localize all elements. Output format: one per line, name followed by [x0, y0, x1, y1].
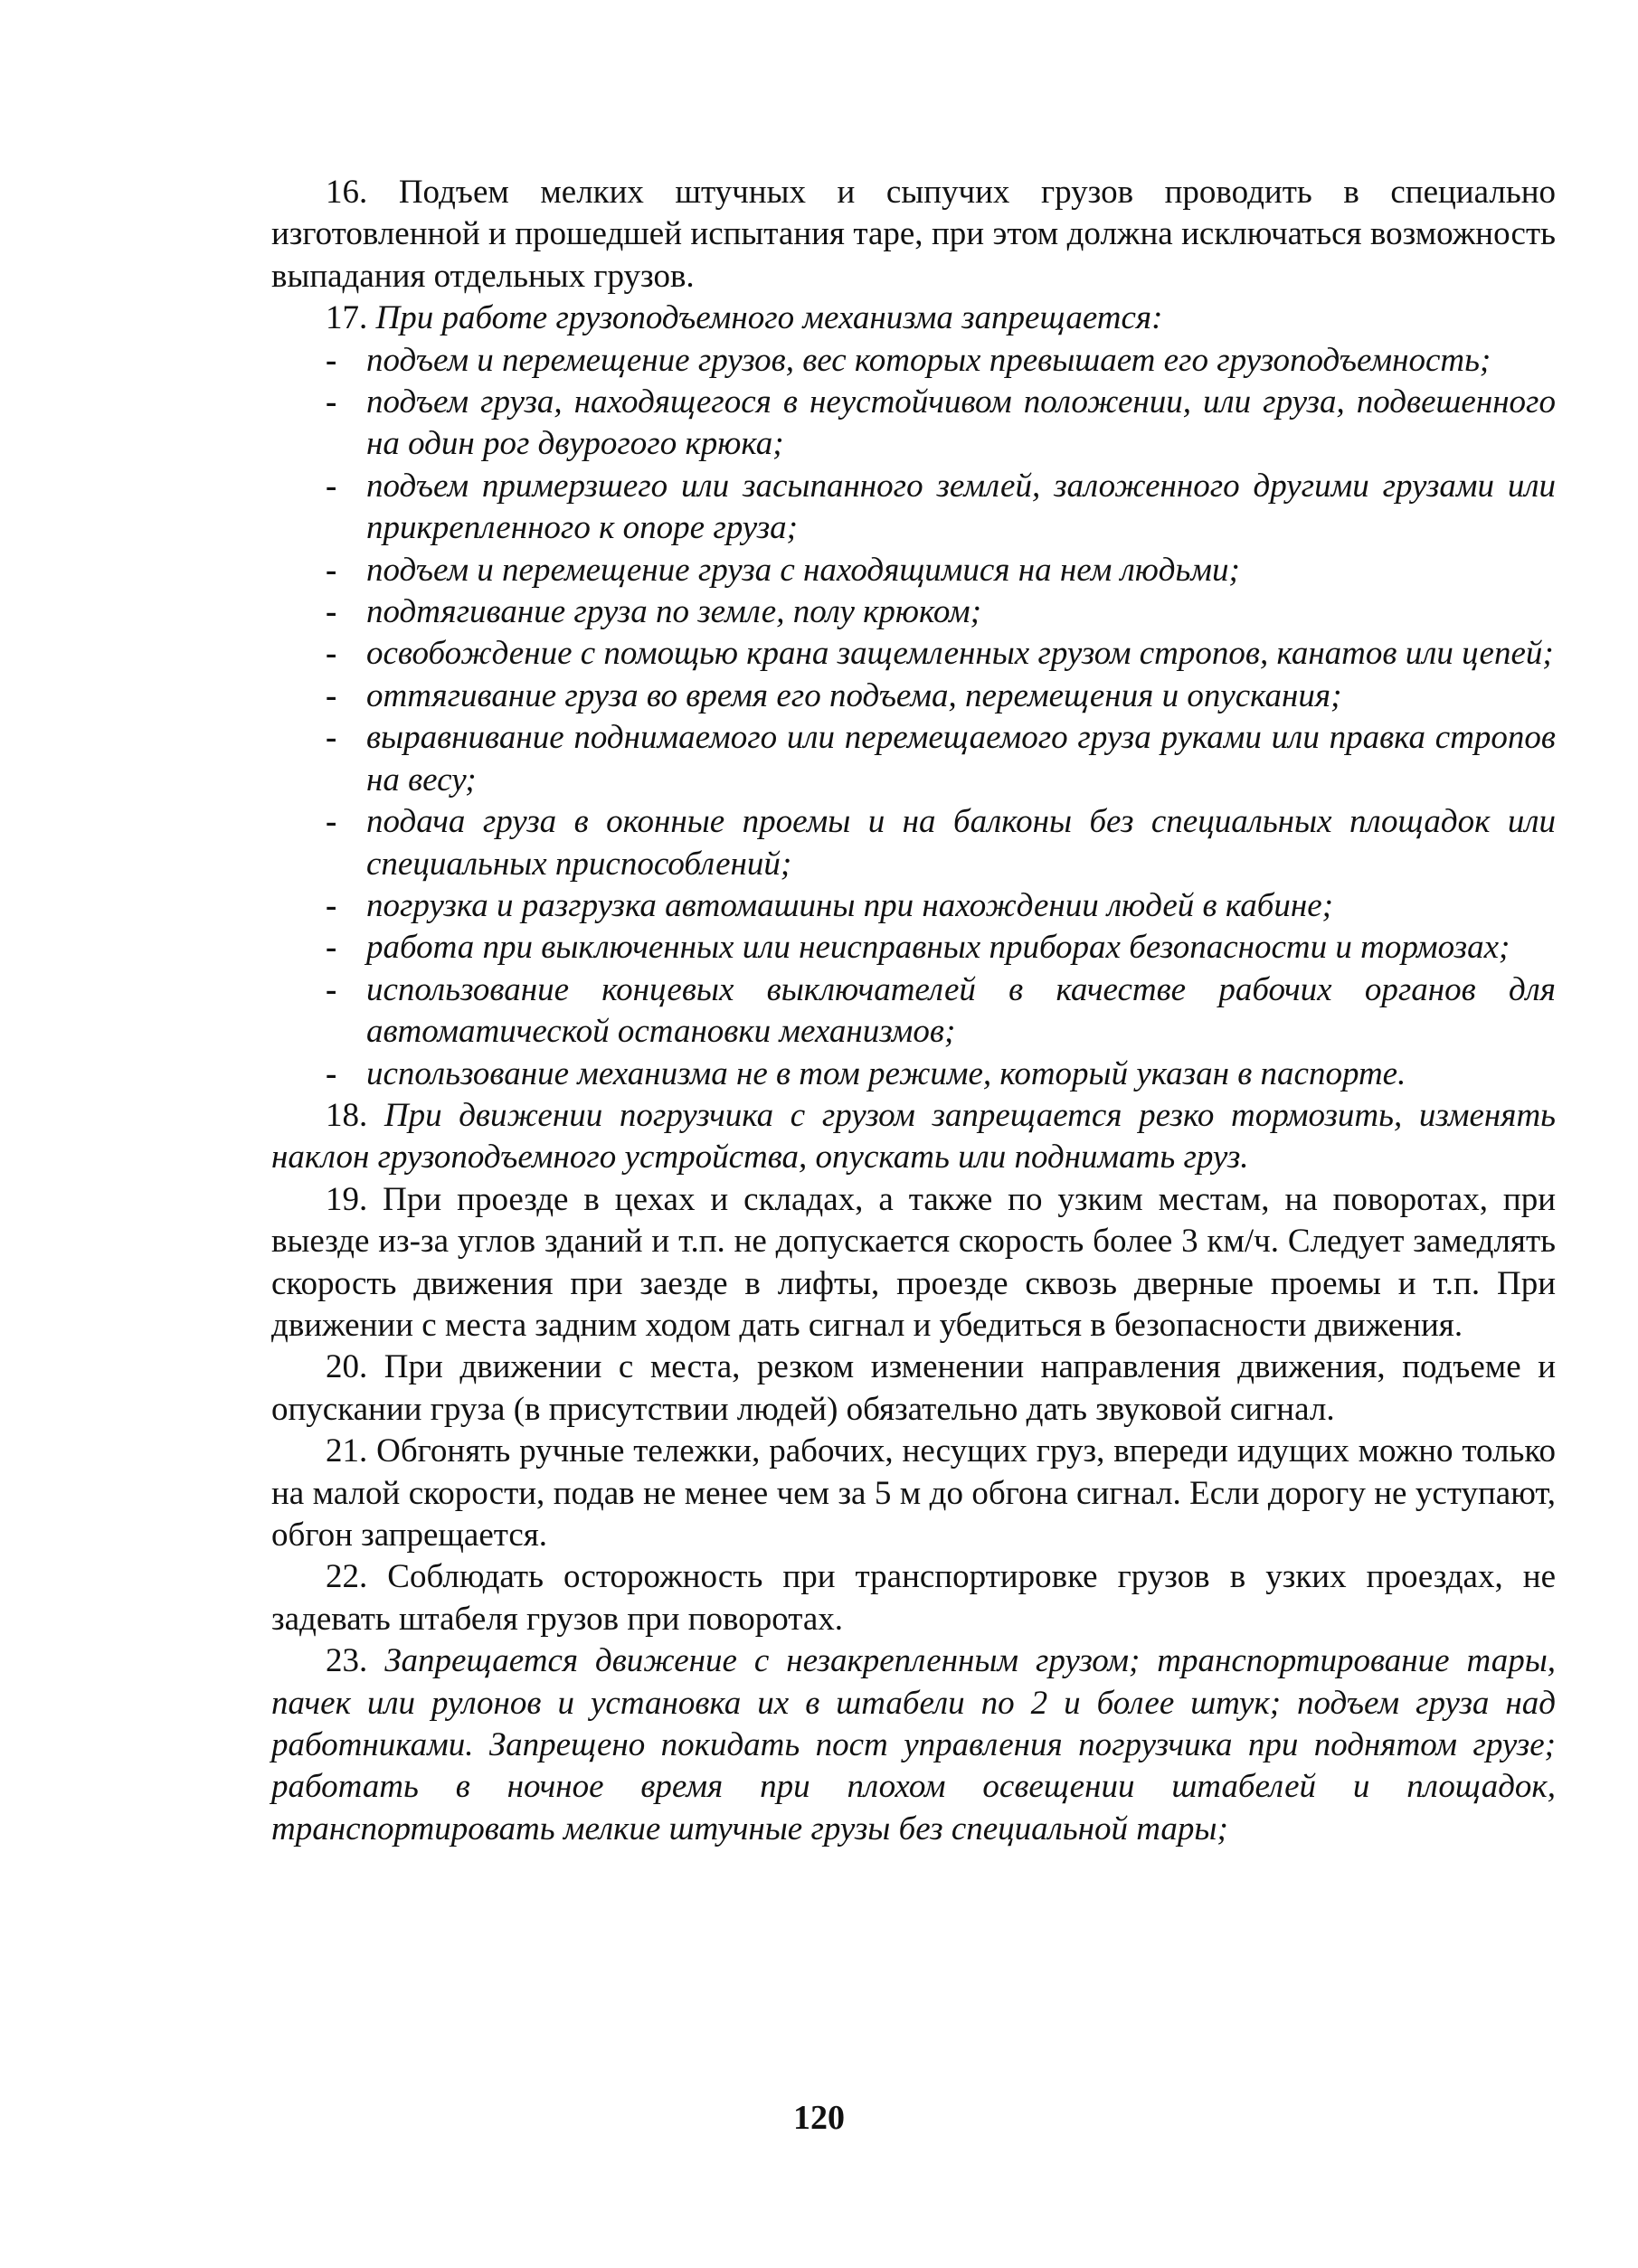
list-item — [326, 676, 1556, 717]
list-item-text: использование механизма не в том режиме, который указан в паспорте. — [366, 1054, 1406, 1092]
list-item — [326, 885, 1556, 927]
bullet-dash: - — [326, 719, 337, 757]
paragraph-number: 17. — [326, 299, 368, 337]
list-item-text: подъем и перемещение груза с находящимися на нем людьми; — [366, 551, 1240, 589]
bullet-dash: - — [326, 593, 337, 631]
list-item-text: работа при выключенных или неисправных приборах безопасности и тормозах; — [366, 929, 1510, 967]
prohibitions-list — [271, 340, 1556, 1095]
list-item-text: подъем груза, находящегося в неустойчивом положении, или груза, подвешенного на один рог двурогого крюка; — [366, 383, 1556, 463]
paragraph-18-text: При движении погрузчика с грузом запрещается резко тормозить, изменять наклон грузоподъемного устройства, опускать или поднимать груз. — [271, 1096, 1557, 1177]
paragraph-19: 19. При проезде в цехах и складах, а также по узким местам, на поворотах, при выезде из-за углов зданий и т.п. не допускается скорость более 3 км/ч. Следует замедлять скорость движения при заезде в лифты, проезде сквозь дверные проемы и т.п. При движении с места задним ходом дать сигнал и убедиться в безопасности движения. — [271, 1180, 1556, 1344]
bullet-dash: - — [326, 676, 337, 714]
paragraph-23 — [271, 1640, 1556, 1850]
list-item-text: подъем примерзшего или засыпанного землей, заложенного другими грузами или прикрепленного к опоре груза; — [366, 467, 1556, 547]
list-item — [326, 633, 1556, 675]
list-item-text: выравнивание поднимаемого или перемещаемого груза руками или правка стропов на весу; — [366, 719, 1556, 799]
list-item-text: подъем и перемещение грузов, вес которых превышает его грузоподъемность; — [366, 341, 1491, 379]
bullet-dash: - — [326, 467, 337, 505]
paragraph-17 — [271, 298, 1556, 339]
document-page — [271, 172, 1556, 1850]
bullet-dash: - — [326, 341, 337, 379]
list-item — [326, 591, 1556, 633]
list-item — [326, 466, 1556, 550]
bullet-dash: - — [326, 929, 337, 967]
page-number: 120 — [793, 2099, 845, 2137]
list-item-text: подача груза в оконные проемы и на балконы без специальных площадок или специальных приспособлений; — [366, 803, 1556, 883]
list-item-text: оттягивание груза во время его подъема, перемещения и опускания; — [366, 676, 1342, 714]
bullet-dash: - — [326, 1054, 337, 1092]
bullet-dash: - — [326, 970, 337, 1008]
list-item — [326, 550, 1556, 591]
list-item — [326, 801, 1556, 885]
paragraph-16: 16. Подъем мелких штучных и сыпучих грузов проводить в специально изготовленной и прошедшей испытания таре, при этом должна исключаться возможность выпадания отдельных грузов. — [271, 174, 1556, 295]
paragraph-number: 18. — [326, 1096, 368, 1134]
bullet-dash: - — [326, 803, 337, 841]
paragraph-17-text: При работе грузоподъемного механизма запрещается: — [375, 299, 1163, 337]
list-item-text: освобождение с помощью крана защемленных грузом стропов, канатов или цепей; — [366, 635, 1554, 673]
paragraph-number: 23. — [326, 1642, 368, 1680]
list-item-text: погрузка и разгрузка автомашины при нахождении людей в кабине; — [366, 886, 1333, 924]
list-item-text: использование концевых выключателей в качестве рабочих органов для автоматической остановки механизмов; — [366, 970, 1556, 1051]
paragraph-18 — [271, 1095, 1556, 1179]
list-item — [326, 717, 1556, 801]
list-item — [326, 927, 1556, 969]
paragraph-22: 22. Соблюдать осторожность при транспортировке грузов в узких проездах, не задевать штабеля грузов при поворотах. — [271, 1558, 1556, 1638]
paragraph-21: 21. Обгонять ручные тележки, рабочих, несущих груз, впереди идущих можно только на малой скорости, подав не менее чем за 5 м до обгона сигнал. Если дорогу не уступают, обгон запрещается. — [271, 1432, 1556, 1554]
list-item — [326, 382, 1556, 466]
list-item-text: подтягивание груза по земле, полу крюком; — [366, 593, 981, 631]
bullet-dash: - — [326, 886, 337, 924]
list-item — [326, 340, 1556, 382]
list-item — [326, 1054, 1556, 1095]
list-item — [326, 969, 1556, 1054]
paragraph-23-text: Запрещается движение с незакрепленным грузом; транспортирование тары, пачек или рулонов и установка их в штабели по 2 и более штук; подъем груза над работниками. Запрещено покидать пост управления погрузчика при поднятом грузе; работать в ночное время при плохом освещении штабелей и площадок, транспортировать мелкие штучные грузы без специальной тары; — [271, 1642, 1557, 1847]
bullet-dash: - — [326, 635, 337, 673]
bullet-dash: - — [326, 383, 337, 421]
paragraph-20: 20. При движении с места, резком изменении направления движения, подъеме и опускании груза (в присутствии людей) обязательно дать звуковой сигнал. — [271, 1348, 1556, 1428]
bullet-dash: - — [326, 551, 337, 589]
